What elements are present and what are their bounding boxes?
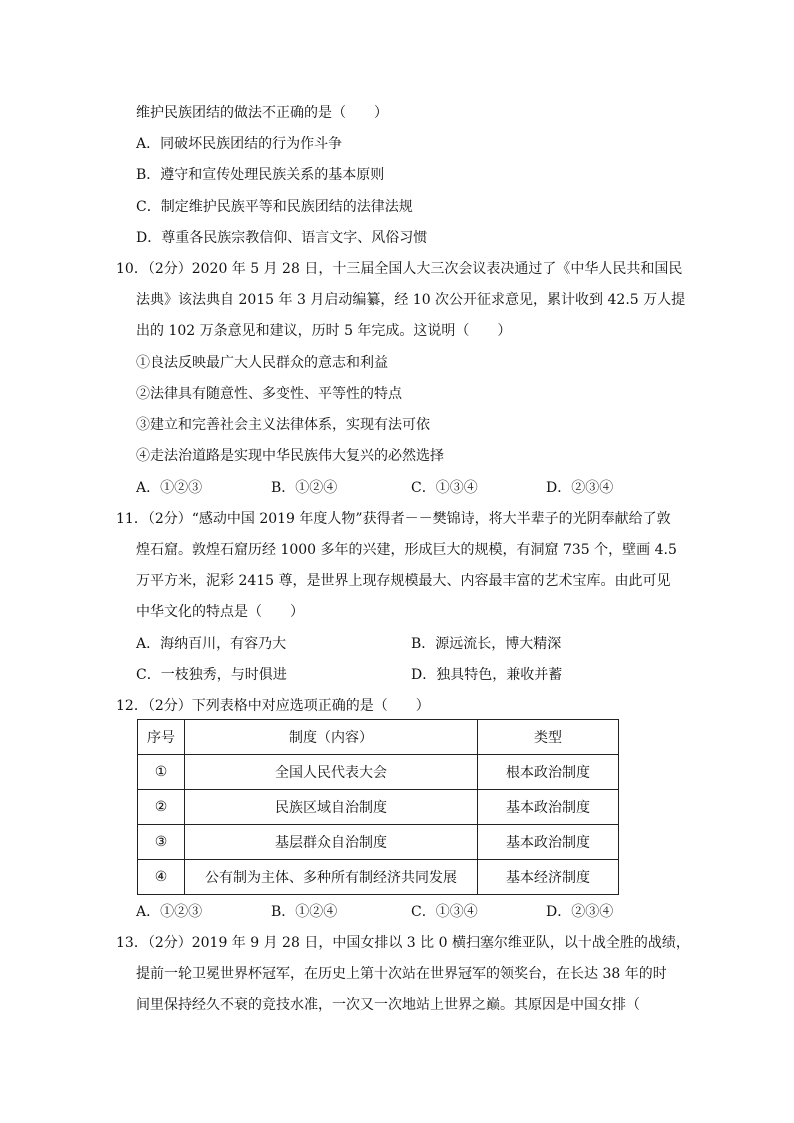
q12-option-a: A．①②③ <box>136 904 203 920</box>
q10-stem-line2: 法典》该法典自 2015 年 3 月启动编纂，经 10 次公开征求意见，累计收到 42.5 万人提 <box>136 292 686 308</box>
q9-option-c: C．制定维护民族平等和民族团结的法律法规 <box>136 199 413 215</box>
table-cell-type: 基本政治制度 <box>478 825 619 860</box>
q11-option-a: A．海纳百川，有容乃大 <box>136 636 287 652</box>
table-cell-type: 根本政治制度 <box>478 755 619 790</box>
table-cell-content: 基层群众自治制度 <box>185 825 478 860</box>
q10-option-c: C．①③④ <box>411 480 478 496</box>
q9-option-a: A．同破坏民族团结的行为作斗争 <box>136 136 343 152</box>
table-cell-index: ③ <box>138 825 185 860</box>
table-cell-content: 公有制为主体、多种所有制经济共同发展 <box>185 860 478 895</box>
q10-statement-3: ③建立和完善社会主义法律体系，实现有法可依 <box>136 417 430 433</box>
table-header-row <box>138 720 619 755</box>
q12-option-b: B．①②④ <box>271 904 338 920</box>
table-cell-type: 基本经济制度 <box>478 860 619 895</box>
q13-stem-line3: 间里保持经久不衰的竞技水准，一次又一次地站上世界之巅。其原因是中国女排（ <box>136 997 640 1013</box>
q12-option-c: C．①③④ <box>411 904 478 920</box>
table-cell-type: 基本政治制度 <box>478 790 619 825</box>
q10-option-d: D．②③④ <box>546 480 614 496</box>
table-cell-content: 全国人民代表大会 <box>185 755 478 790</box>
q12-table <box>137 719 619 895</box>
q10-option-b: B．①②④ <box>271 480 338 496</box>
q11-stem-line4: 中华文化的特点是（ ） <box>136 604 304 620</box>
q11-stem-line2: 煌石窟。敦煌石窟历经 1000 多年的兴建，形成巨大的规模，有洞窟 735 个，壁画 4.5 <box>136 542 677 558</box>
q11-stem-line1: 11．（2分）“感动中国 2019 年度人物”获得者－－樊锦诗，将大半辈子的光阴奉献给了敦 <box>116 511 671 527</box>
q9-option-d: D．尊重各民族宗教信仰、语言文字、风俗习惯 <box>136 230 428 246</box>
q12-stem: 12．（2分）下列表格中对应选项正确的是（ ） <box>116 698 430 714</box>
q11-option-b: B．源远流长，博大精深 <box>411 636 562 652</box>
q11-option-c: C．一枝独秀，与时俱进 <box>136 667 287 683</box>
table-row <box>138 860 619 895</box>
q13-stem-line1: 13．（2分）2019 年 9 月 28 日，中国女排以 3 比 0 横扫塞尔维亚队，以十战全胜的战绩， <box>116 935 690 951</box>
table-row <box>138 755 619 790</box>
header-cell-type: 类型 <box>478 720 619 755</box>
q10-statement-4: ④走法治道路是实现中华民族伟大复兴的必然选择 <box>136 448 444 464</box>
q11-option-d: D．独具特色，兼收并蓄 <box>411 667 563 683</box>
q10-stem-line1: 10．（2分）2020 年 5 月 28 日，十三届全国人大三次会议表决通过了《中华人民共和国民 <box>116 261 683 277</box>
q10-stem-line3: 出的 102 万条意见和建议，历时 5 年完成。这说明（ ） <box>136 323 512 339</box>
table-cell-index: ① <box>138 755 185 790</box>
q11-stem-line3: 万平方米，泥彩 2415 尊，是世界上现存规模最大、内容最丰富的艺术宝库。由此可见 <box>136 573 671 589</box>
table-cell-index: ② <box>138 790 185 825</box>
table-cell-content: 民族区域自治制度 <box>185 790 478 825</box>
table-row <box>138 790 619 825</box>
table-row <box>138 825 619 860</box>
header-cell-content: 制度（内容） <box>185 720 478 755</box>
q12-option-d: D．②③④ <box>546 904 614 920</box>
q13-stem-line2: 提前一轮卫冕世界杯冠军，在历史上第十次站在世界冠军的领奖台，在长达 38 年的时 <box>136 966 667 982</box>
q10-statement-1: ①良法反映最广大人民群众的意志和利益 <box>136 355 388 371</box>
header-cell-index: 序号 <box>138 720 185 755</box>
table-cell-index: ④ <box>138 860 185 895</box>
q9-option-b: B．遵守和宣传处理民族关系的基本原则 <box>136 167 385 183</box>
q10-option-a: A．①②③ <box>136 480 203 496</box>
q10-statement-2: ②法律具有随意性、多变性、平等性的特点 <box>136 386 402 402</box>
q9-stem: 维护民族团结的做法不正确的是（ ） <box>136 105 388 121</box>
